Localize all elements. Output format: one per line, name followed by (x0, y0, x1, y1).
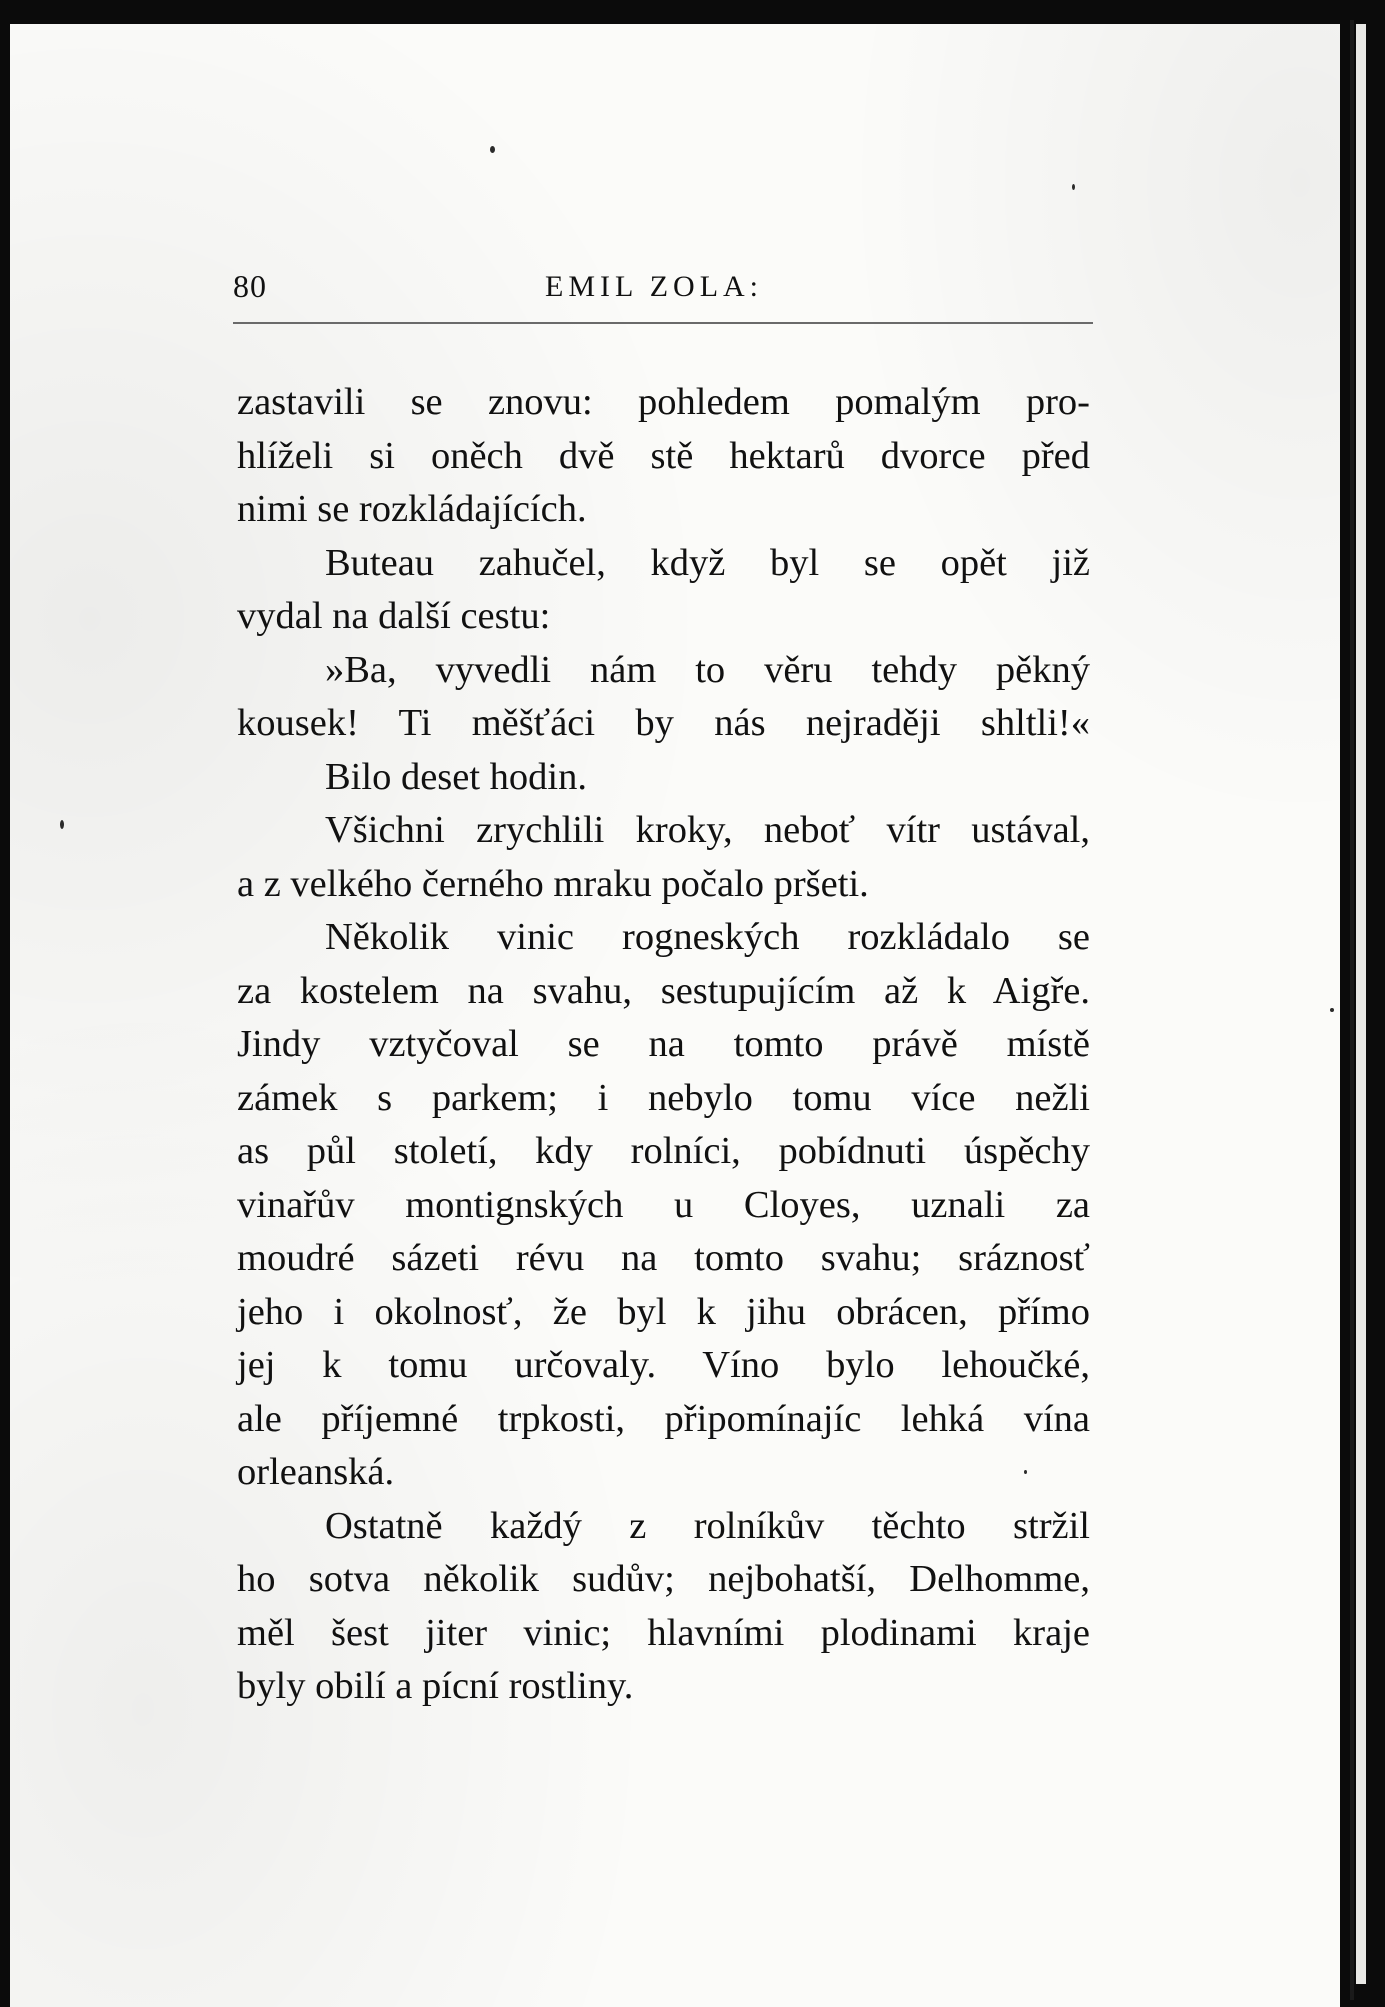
text-line: za kostelem na svahu, sestupujícím až k Aigře. (237, 969, 1090, 1012)
text-line: zastavili se znovu: pohledem pomalým pro- (237, 381, 1090, 423)
text-line: Několik vinic rogneských rozkládalo se (325, 916, 1090, 958)
text-line: jeho i okolnosť, že byl k jihu obrácen, přímo (237, 1290, 1090, 1333)
text-line: as půl století, kdy rolníci, pobídnuti úspěchy (237, 1130, 1090, 1172)
binding-margin (1356, 24, 1366, 1984)
text-line: nimi se rozkládajících. (237, 488, 587, 530)
header-rule (233, 322, 1093, 324)
scan-speck (1024, 1470, 1027, 1474)
text-line: Buteau zahučel, když byl se opět již (325, 541, 1090, 584)
text-line: a z velkého černého mraku počalo pršeti. (237, 862, 869, 905)
text-line: kousek! Ti měšťáci by nás nejraději shltli!« (237, 702, 1090, 744)
scan-speck (60, 820, 64, 829)
scan-speck (1072, 184, 1075, 190)
body-text (237, 376, 1090, 1714)
text-line: zámek s parkem; i nebylo tomu více nežli (237, 1076, 1090, 1119)
text-line: měl šest jiter vinic; hlavními plodinami kraje (237, 1611, 1090, 1654)
text-line: byly obilí a pícní rostliny. (237, 1665, 634, 1707)
text-line: vinařův montignských u Cloyes, uznali za (237, 1183, 1090, 1226)
page-number: 80 (233, 268, 267, 304)
text-line: Ostatně každý z rolníkův těchto stržil (325, 1504, 1090, 1547)
text-line: ale příjemné trpkosti, připomínajíc lehká vína (237, 1397, 1090, 1440)
scan-speck (1330, 1008, 1334, 1012)
text-line: »Ba, vyvedli nám to věru tehdy pěkný (325, 648, 1090, 691)
text-line: Bilo deset hodin. (325, 755, 587, 798)
text-line: vydal na další cestu: (237, 595, 551, 637)
scan-speck (490, 146, 495, 153)
text-line: Všichni zrychlili kroky, neboť vítr ustával, (325, 809, 1090, 851)
text-line: Jindy vztyčoval se na tomto právě místě (237, 1023, 1090, 1065)
text-line: jej k tomu určovaly. Víno bylo lehoučké, (237, 1344, 1090, 1386)
binding-line (1350, 20, 1354, 2000)
running-head (233, 268, 1093, 316)
text-line: ho sotva několik sudův; nejbohatší, Delhomme, (237, 1558, 1090, 1600)
text-line: hlíželi si oněch dvě stě hektarů dvorce před (237, 434, 1090, 477)
text-line: orleanská. (237, 1451, 395, 1493)
running-title: EMIL ZOLA: (545, 270, 764, 303)
text-line: moudré sázeti révu na tomto svahu; sráznosť (237, 1237, 1090, 1279)
